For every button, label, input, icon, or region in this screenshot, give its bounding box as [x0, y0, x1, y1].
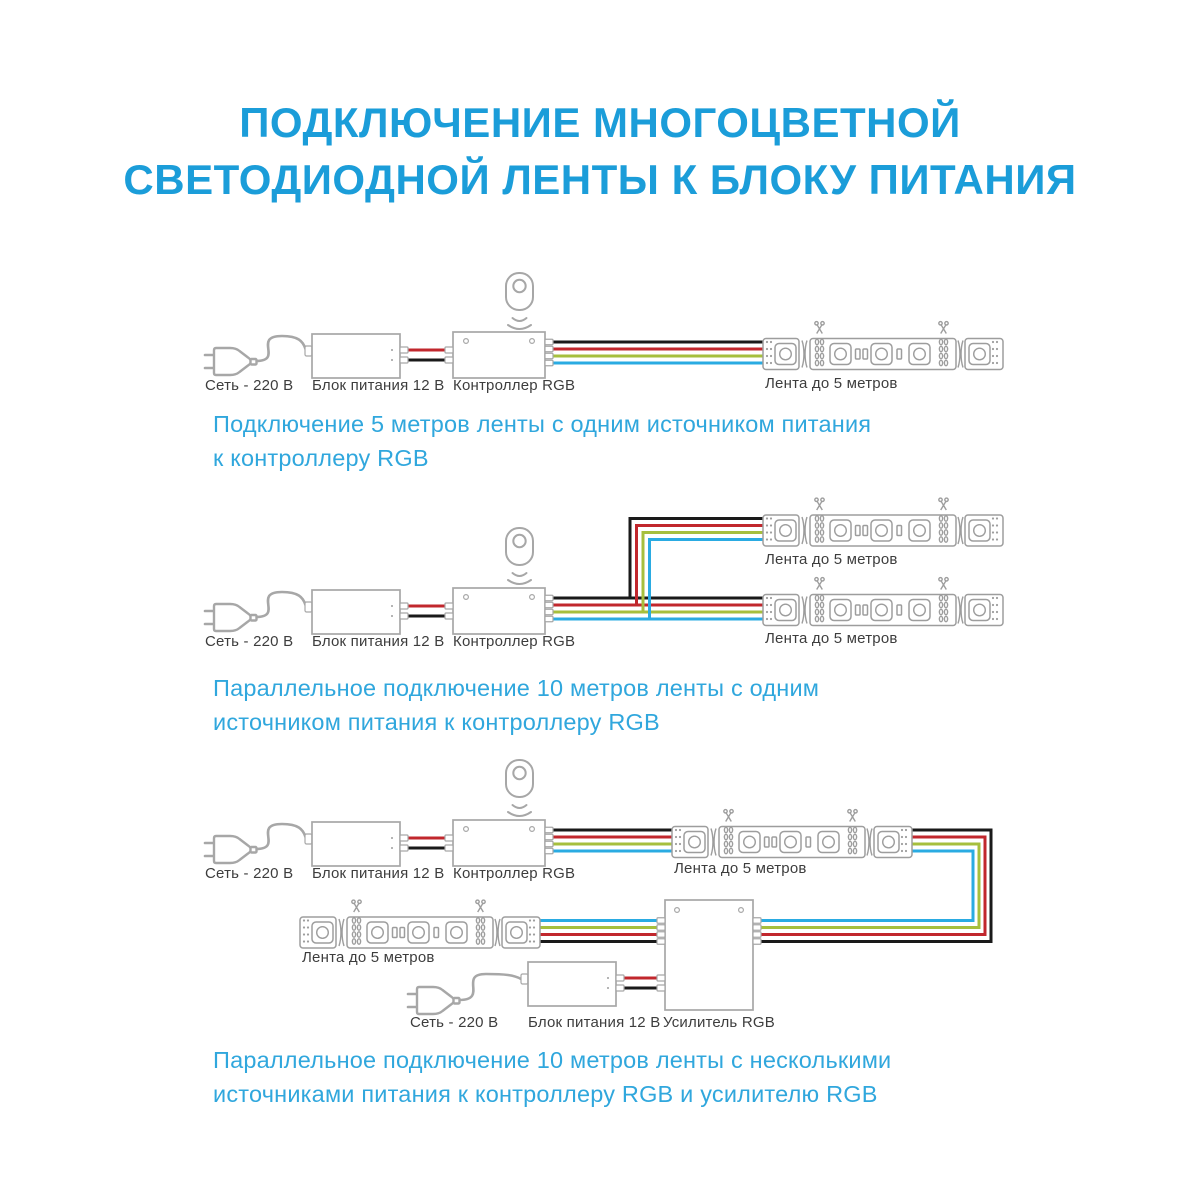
power-cord	[256, 336, 306, 361]
led-strip-top	[763, 498, 1003, 546]
led-strip-bottom	[763, 578, 1003, 626]
label-strip: Лента до 5 метров	[765, 375, 898, 392]
led-strip-left	[300, 900, 540, 948]
remote-control-icon	[506, 273, 533, 329]
label-controller: Контроллер RGB	[453, 865, 576, 882]
diagram3-caption	[213, 1043, 891, 1111]
amplifier-to-strip-wires	[537, 921, 657, 942]
label-strip-top: Лента до 5 метров	[765, 551, 898, 568]
caption-line: Подключение 5 метров ленты с одним источником питания	[213, 411, 872, 437]
caption-line: источниками питания к контроллеру RGB и усилителю RGB	[213, 1081, 878, 1107]
power-plug-icon	[205, 836, 257, 863]
label-strip-bottom: Лента до 5 метров	[765, 630, 898, 647]
psu-2-box	[521, 962, 624, 1006]
wire-green-branch	[643, 533, 766, 613]
psu-to-controller-wires	[408, 838, 445, 848]
caption-line: Параллельное подключение 10 метров ленты с одним	[213, 675, 820, 701]
psu-to-controller-wires	[408, 606, 445, 616]
label-amplifier: Усилитель RGB	[663, 1014, 775, 1031]
controller-to-strip-wires	[553, 342, 766, 363]
caption-line: Параллельное подключение 10 метров ленты с несколькими	[213, 1047, 892, 1073]
diagram1-caption	[213, 407, 871, 475]
power-plug-icon	[205, 604, 257, 631]
led-strip-top	[672, 810, 912, 858]
controller-to-strip-wires	[553, 830, 675, 851]
psu-box	[305, 590, 408, 634]
label-psu: Блок питания 12 В	[312, 865, 445, 882]
psu-to-controller-wires	[408, 350, 445, 360]
controller-box	[445, 820, 553, 866]
label-mains: Сеть - 220 В	[205, 865, 294, 882]
remote-control-icon	[506, 760, 533, 816]
label-strip-top: Лента до 5 метров	[674, 860, 807, 877]
label-psu: Блок питания 12 В	[312, 633, 445, 650]
caption-line: к контроллеру RGB	[213, 445, 429, 471]
page-title-line1: ПОДКЛЮЧЕНИЕ МНОГОЦВЕТНОЙ	[239, 99, 961, 146]
label-controller: Контроллер RGB	[453, 633, 576, 650]
power-cord-2	[459, 974, 521, 1000]
psu2-to-amplifier-wires	[624, 978, 657, 988]
led-strip	[763, 322, 1003, 370]
label-strip-left: Лента до 5 метров	[302, 949, 435, 966]
label-psu: Блок питания 12 В	[312, 377, 445, 394]
psu-box	[305, 334, 408, 378]
power-plug-icon	[205, 348, 257, 375]
controller-box	[445, 588, 553, 634]
diagram-3	[205, 760, 991, 1014]
remote-control-icon	[506, 528, 533, 584]
wire-red-branch	[637, 526, 767, 606]
psu-box	[305, 822, 408, 866]
label-mains-2: Сеть - 220 В	[410, 1014, 499, 1031]
label-mains: Сеть - 220 В	[205, 377, 294, 394]
amplifier-box	[657, 900, 761, 1010]
label-controller: Контроллер RGB	[453, 377, 576, 394]
page-title-line2: СВЕТОДИОДНОЙ ЛЕНТЫ К БЛОКУ ПИТАНИЯ	[123, 156, 1077, 203]
power-cord	[256, 592, 306, 617]
wire-blue-branch	[650, 540, 767, 620]
power-plug-2-icon	[408, 987, 460, 1014]
controller-to-strips-wires	[553, 519, 766, 620]
caption-line: источником питания к контроллеру RGB	[213, 709, 660, 735]
controller-box	[445, 332, 553, 378]
label-mains: Сеть - 220 В	[205, 633, 294, 650]
label-psu-2: Блок питания 12 В	[528, 1014, 661, 1031]
diagram-1	[205, 273, 1003, 378]
power-cord	[256, 824, 306, 849]
diagram2-caption	[213, 671, 819, 739]
